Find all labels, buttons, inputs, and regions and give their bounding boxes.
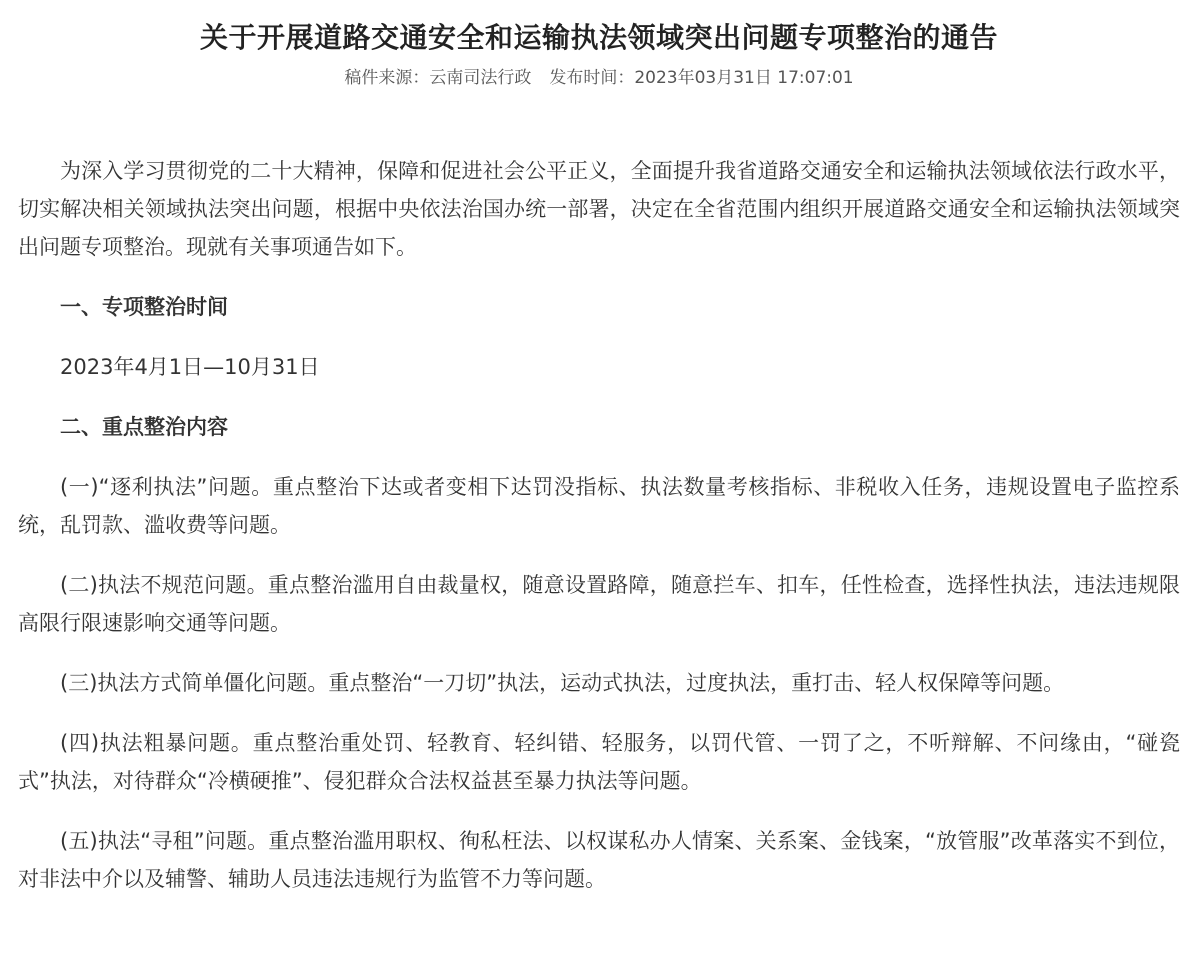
- article-meta: [18, 66, 1180, 90]
- content-item: (五)执法“寻租”问题。重点整治滥用职权、徇私枉法、以权谋私办人情案、关系案、金钱案，“放管服”改革落实不到位，对非法中介以及辅警、辅助人员违法违规行为监管不力等问题。: [18, 829, 1180, 891]
- publish-time: 发布时间：2023年03月31日 17:07:01: [549, 68, 854, 88]
- section-heading: 二、重点整治内容: [60, 415, 228, 439]
- article-body: [18, 152, 1180, 898]
- article-title: 关于开展道路交通安全和运输执法领域突出问题专项整治的通告: [199, 21, 998, 54]
- content-item: (三)执法方式简单僵化问题。重点整治“一刀切”执法，运动式执法，过度执法，重打击、轻人权保障等问题。: [60, 671, 1065, 695]
- source-label: 稿件来源：云南司法行政: [344, 68, 532, 88]
- intro-paragraph: 为深入学习贯彻党的二十大精神，保障和促进社会公平正义，全面提升我省道路交通安全和运输执法领域依法行政水平，切实解决相关领域执法突出问题，根据中央依法治国办统一部署，决定在全省范围内组织开展道路交通安全和运输执法领域突出问题专项整治。现就有关事项通告如下。: [18, 159, 1180, 259]
- content-item: (四)执法粗暴问题。重点整治重处罚、轻教育、轻纠错、轻服务，以罚代管、一罚了之，不听辩解、不问缘由，“碰瓷式”执法，对待群众“冷横硬推”、侵犯群众合法权益甚至暴力执法等问题。: [18, 731, 1180, 793]
- period-text: 2023年4月1日—10月31日: [60, 355, 320, 379]
- content-item: (一)“逐利执法”问题。重点整治下达或者变相下达罚没指标、执法数量考核指标、非税收入任务，违规设置电子监控系统，乱罚款、滥收费等问题。: [18, 475, 1180, 537]
- content-item: (二)执法不规范问题。重点整治滥用自由裁量权，随意设置路障，随意拦车、扣车，任性检查，选择性执法，违法违规限高限行限速影响交通等问题。: [18, 573, 1180, 635]
- section-heading: 一、专项整治时间: [60, 295, 228, 319]
